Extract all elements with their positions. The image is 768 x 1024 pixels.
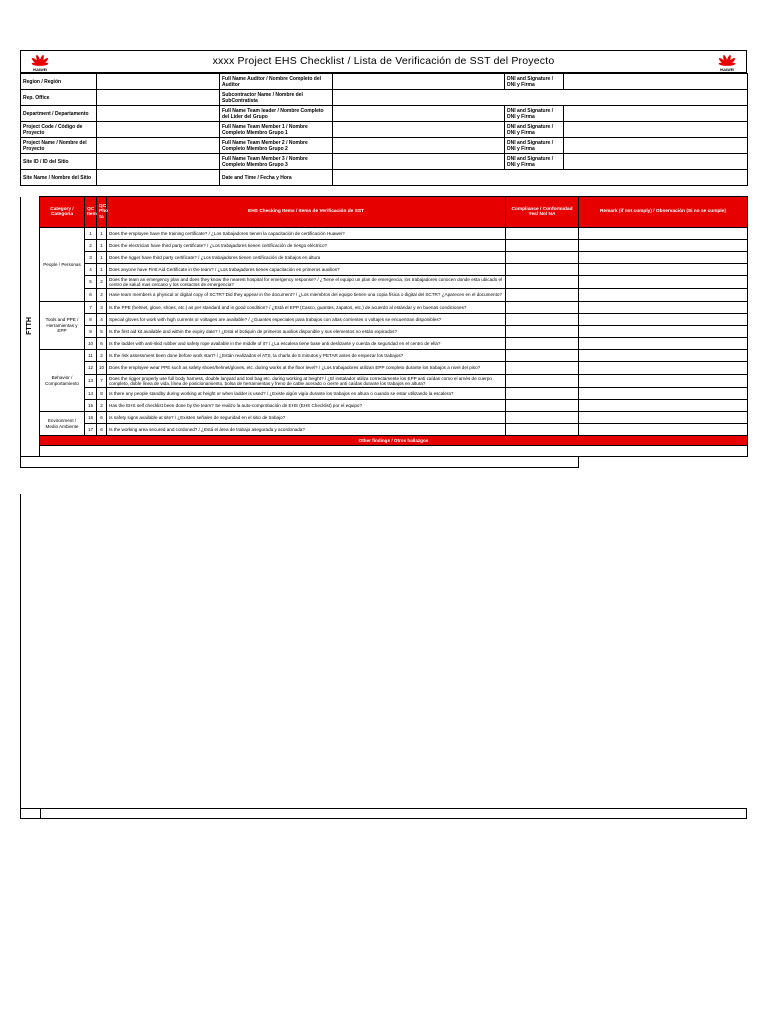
logo-wordmark: HUAWEI	[720, 68, 734, 72]
dni-signature-label: DNI and Signature / DNI y Firma	[505, 154, 564, 170]
title-bar	[20, 50, 747, 73]
qc-photo-number: 10	[97, 362, 107, 375]
team-leader-label: Full Name Team leader / Nombre Completo del Líder del Grupo	[220, 106, 333, 122]
checking-item-text: Does the team an emergency plan and does they know the nearest hospital for emergency response? / ¿Tiene el equipo un plan de emergencia, los trabajadores conocen donde esta ubicado el centro de salud mas cercano y los contactos de emergencia?	[107, 276, 506, 289]
remark-field[interactable]	[579, 314, 748, 326]
remark-field[interactable]	[579, 388, 748, 400]
table-row	[21, 289, 748, 302]
table-row	[21, 400, 748, 412]
qc-item-number: 2	[85, 240, 97, 252]
table-row	[21, 240, 748, 252]
team-leader-field[interactable]	[333, 106, 505, 122]
checking-item-text: Is the risk assessment been done before work start? / ¿Están realizados el ATS, la charla de 5 minutos y PETAR antes de empezar los trabajos?	[107, 350, 506, 362]
qc-photo-number: 6	[97, 412, 107, 424]
dni-signature-label: DNI and Signature / DNI y Firma	[505, 106, 564, 122]
table-row	[21, 264, 748, 276]
compliance-field[interactable]	[506, 264, 579, 276]
qc-item-number: 10	[85, 338, 97, 350]
category-cell: Tools and PPE / Herramientas y EPP	[40, 302, 85, 350]
remark-field[interactable]	[579, 264, 748, 276]
qc-photo-header: QC Pho to	[97, 197, 107, 228]
table-row	[21, 252, 748, 264]
auditor-field[interactable]	[333, 74, 505, 90]
date-time-label: Date and Time / Fecha y Hora	[220, 170, 333, 186]
qc-item-number: 17	[85, 424, 97, 436]
remark-field[interactable]	[579, 326, 748, 338]
project-code-label: Project Code / Código de Proyecto	[21, 122, 97, 138]
compliance-field[interactable]	[506, 276, 579, 289]
header-info-table	[20, 73, 748, 186]
dni-signature-label: DNI and Signature / DNI y Firma	[505, 138, 564, 154]
page-title: xxxx Project EHS Checklist / Lista de Verificación de SST del Proyecto	[212, 55, 555, 67]
date-time-field[interactable]	[333, 170, 748, 186]
checking-items-header: EHS Checking Items / Items de Verificación de SST	[107, 197, 506, 228]
department-field[interactable]	[97, 106, 220, 122]
qc-photo-number: 2	[97, 400, 107, 412]
site-id-field[interactable]	[97, 154, 220, 170]
compliance-field[interactable]	[506, 412, 579, 424]
table-row	[21, 362, 748, 375]
qc-item-number: 11	[85, 350, 97, 362]
checking-item-text: Does the rigger have third party certificate? / ¿Los trabajadores tienen certificación de trabajos en altura	[107, 252, 506, 264]
checklist-table	[20, 196, 748, 468]
dni-signature-field[interactable]	[564, 138, 748, 154]
checking-item-text: Has the EHS self checklist been done by the team? Se realizo la auto-comprobación de EHS (EHS Checklist) por el equipo?	[107, 400, 506, 412]
qc-item-number: 16	[85, 412, 97, 424]
table-row	[21, 302, 748, 314]
dni-signature-field[interactable]	[564, 154, 748, 170]
compliance-field[interactable]	[506, 302, 579, 314]
remark-field[interactable]	[579, 424, 748, 436]
qc-photo-number: 5	[97, 326, 107, 338]
checking-item-text: Is the ladder with anti-skid rubber and safety rope available in the middle of it? / ¿La escalera tiene base anti deslizante y cuerda de seguridad en el centro de ella?	[107, 338, 506, 350]
other-findings-header: Other findings / Otros hallazgos	[40, 436, 748, 446]
member2-field[interactable]	[333, 138, 505, 154]
remark-field[interactable]	[579, 362, 748, 375]
member1-field[interactable]	[333, 122, 505, 138]
category-header: Category / Categoría	[40, 197, 85, 228]
qc-item-number: 9	[85, 326, 97, 338]
table-row	[21, 388, 748, 400]
other-findings-field[interactable]	[21, 457, 579, 468]
checking-item-text: Is safety signs available at site? / ¿Existen señales de seguridad en el sitio de trabajo?	[107, 412, 506, 424]
qc-item-header: QC Item	[85, 197, 97, 228]
category-cell: People / Personas	[40, 228, 85, 302]
rep-office-field[interactable]	[97, 90, 220, 106]
qc-item-number: 15	[85, 400, 97, 412]
compliance-field[interactable]	[506, 424, 579, 436]
remark-header: Remark (if not comply) / Observación (Si no se cumple)	[579, 197, 748, 228]
remark-field[interactable]	[579, 338, 748, 350]
compliance-field[interactable]	[506, 362, 579, 375]
qc-item-number: 3	[85, 252, 97, 264]
qc-photo-number: 1	[97, 252, 107, 264]
site-name-field[interactable]	[97, 170, 220, 186]
qc-photo-number: 7	[97, 375, 107, 388]
dni-signature-field[interactable]	[564, 106, 748, 122]
region-field[interactable]	[97, 74, 220, 90]
side-label: FTTH	[26, 316, 34, 335]
table-row	[21, 276, 748, 289]
logo-wordmark: HUAWEI	[33, 68, 47, 72]
left-border-line	[20, 494, 21, 814]
subcontractor-field[interactable]	[333, 90, 748, 106]
compliance-field[interactable]	[506, 252, 579, 264]
table-row	[21, 375, 748, 388]
checking-item-text: Is the working area secured and cordoned? / ¿Está el área de trabajo asegurada y acordonada?	[107, 424, 506, 436]
footer-row	[20, 808, 747, 819]
dni-signature-label: DNI and Signature / DNI y Firma	[505, 122, 564, 138]
table-row	[21, 314, 748, 326]
qc-photo-number: 6	[97, 424, 107, 436]
other-findings-line	[21, 446, 748, 457]
remark-field[interactable]	[579, 302, 748, 314]
qc-item-number: 5	[85, 276, 97, 289]
dni-signature-field[interactable]	[564, 122, 748, 138]
qc-item-number: 8	[85, 314, 97, 326]
remark-field[interactable]	[579, 240, 748, 252]
qc-photo-number: 1	[97, 228, 107, 240]
qc-photo-number: 1	[97, 264, 107, 276]
remark-field[interactable]	[579, 412, 748, 424]
project-name-field[interactable]	[97, 138, 220, 154]
remark-field[interactable]	[579, 252, 748, 264]
auditor-label: Full Name Auditor / Nombre Completo del Auditor	[220, 74, 333, 90]
region-label: Region / Región	[21, 74, 97, 90]
qc-photo-number: 8	[97, 388, 107, 400]
site-id-label: Site ID / ID del Sitio	[21, 154, 97, 170]
checking-item-text: Have team members a physical or digital copy of SCTR? Did they appear in the document? / ¿Los miembros del equipo tienen una copia física o digital del SCTR? ¿Aparecen en el documento?	[107, 289, 506, 302]
compliance-field[interactable]	[506, 375, 579, 388]
table-row	[21, 424, 748, 436]
checking-item-text: Is the first aid kit available and within the expiry date? / ¿Está el botiquín de primeros auxilios disponible y sus elementos no están expirados?	[107, 326, 506, 338]
compliance-field[interactable]	[506, 338, 579, 350]
qc-item-number: 7	[85, 302, 97, 314]
remark-field[interactable]	[579, 276, 748, 289]
compliance-field[interactable]	[506, 326, 579, 338]
table-row	[21, 412, 748, 424]
table-row	[21, 350, 748, 362]
table-row	[21, 326, 748, 338]
dni-signature-label: DNI and Signature / DNI y Firma	[505, 74, 564, 90]
qc-photo-number: 2	[97, 350, 107, 362]
subcontractor-label: Subcontractor Name / Nombre del SubContratista	[220, 90, 333, 106]
compliance-field[interactable]	[506, 240, 579, 252]
project-code-field[interactable]	[97, 122, 220, 138]
member1-label: Full Name Team Member 1 / Nombre Completo Miembro Grupo 1	[220, 122, 333, 138]
remark-field[interactable]	[579, 375, 748, 388]
footer-divider	[40, 809, 41, 818]
member3-label: Full Name Team Member 3 / Nombre Completo Miembro Grupo 3	[220, 154, 333, 170]
checking-item-text: Is the PPE (helmet, glove, shoes, etc.) as per standard and in good condition? / ¿Está el EPP (Casco, guantes, zapatos, etc.) de acuerdo al estándar y en buenas condiciones?	[107, 302, 506, 314]
qc-photo-number: 6	[97, 338, 107, 350]
qc-item-number: 1	[85, 228, 97, 240]
dni-signature-field[interactable]	[564, 74, 748, 90]
side-label-column	[21, 197, 40, 457]
qc-item-number: 14	[85, 388, 97, 400]
member2-label: Full Name Team Member 2 / Nombre Completo Miembro Grupo 2	[220, 138, 333, 154]
compliance-field[interactable]	[506, 228, 579, 240]
qc-item-number: 4	[85, 264, 97, 276]
compliance-field[interactable]	[506, 289, 579, 302]
other-findings-row	[21, 436, 748, 446]
qc-photo-number: 2	[97, 289, 107, 302]
member3-field[interactable]	[333, 154, 505, 170]
remark-field[interactable]	[579, 289, 748, 302]
checking-item-text: Does the electrician have third party certificate? / ¿Los trabajadores tienen certificación de riesgo eléctrico?	[107, 240, 506, 252]
huawei-logo-icon	[714, 53, 740, 72]
department-label: Department / Departamento	[21, 106, 97, 122]
table-row	[21, 228, 748, 240]
qc-item-number: 13	[85, 375, 97, 388]
checking-item-text: Does the employee have the training certificate? / ¿Los trabajadores tienen la capacitación de certificación Huawei?	[107, 228, 506, 240]
compliance-header: Compliance / Conformidad Yes/ No/ NA	[506, 197, 579, 228]
qc-item-number: 12	[85, 362, 97, 375]
qc-item-number: 6	[85, 289, 97, 302]
category-cell: Environment / Medio Ambiente	[40, 412, 85, 436]
qc-photo-number: 2	[97, 276, 107, 289]
remark-field[interactable]	[579, 350, 748, 362]
rep-office-label: Rep. Office	[21, 90, 97, 106]
compliance-field[interactable]	[506, 314, 579, 326]
qc-photo-number: 1	[97, 240, 107, 252]
checking-item-text: Does anyone have First Aid Certificate in the team? / ¿Los trabajadores tienes capacitación en primeros auxilios?	[107, 264, 506, 276]
remark-field[interactable]	[579, 400, 748, 412]
checking-item-text: Does the rigger properly use full body harness, double lanyard and tool bag etc. during working at height? / ¿El instalador utiliza correctamente los EPP anti caídas como el arnés de cuerpo completo, doble línea de vida, línea de posicionamiento, bolsa de herramientas y freno de cable acerado o cierre anti caídas durante los trabajos en altura?	[107, 375, 506, 388]
qc-photo-number: 4	[97, 314, 107, 326]
checking-item-text: Does the employee wear PPE such as safety shoes/helmet/gloves, etc. during works at the floor level? / ¿Los trabajadores utilizan EPP completo durante los trabajos a nivel del piso?	[107, 362, 506, 375]
site-name-label: Site Name / Nombre del Sitio	[21, 170, 97, 186]
qc-photo-number: 3	[97, 302, 107, 314]
other-findings-line	[21, 457, 748, 468]
remark-field[interactable]	[579, 228, 748, 240]
checking-item-text: Special gloves for work with high currents or voltages are available? / ¿Guantes especiales para trabajos con altas corrientes o voltajes se encuentran disponibles?	[107, 314, 506, 326]
project-name-label: Project Name / Nombre del Proyecto	[21, 138, 97, 154]
compliance-field[interactable]	[506, 400, 579, 412]
checking-item-text: Is there any people standby during working at height or when ladder is used? / ¿Existe algún vigía durante los trabajos en altura o cuando se estar utilizando la escalera?	[107, 388, 506, 400]
category-cell: Behavior / Comportamiento	[40, 350, 85, 412]
other-findings-field[interactable]	[40, 446, 748, 457]
compliance-field[interactable]	[506, 350, 579, 362]
table-row	[21, 338, 748, 350]
compliance-field[interactable]	[506, 388, 579, 400]
